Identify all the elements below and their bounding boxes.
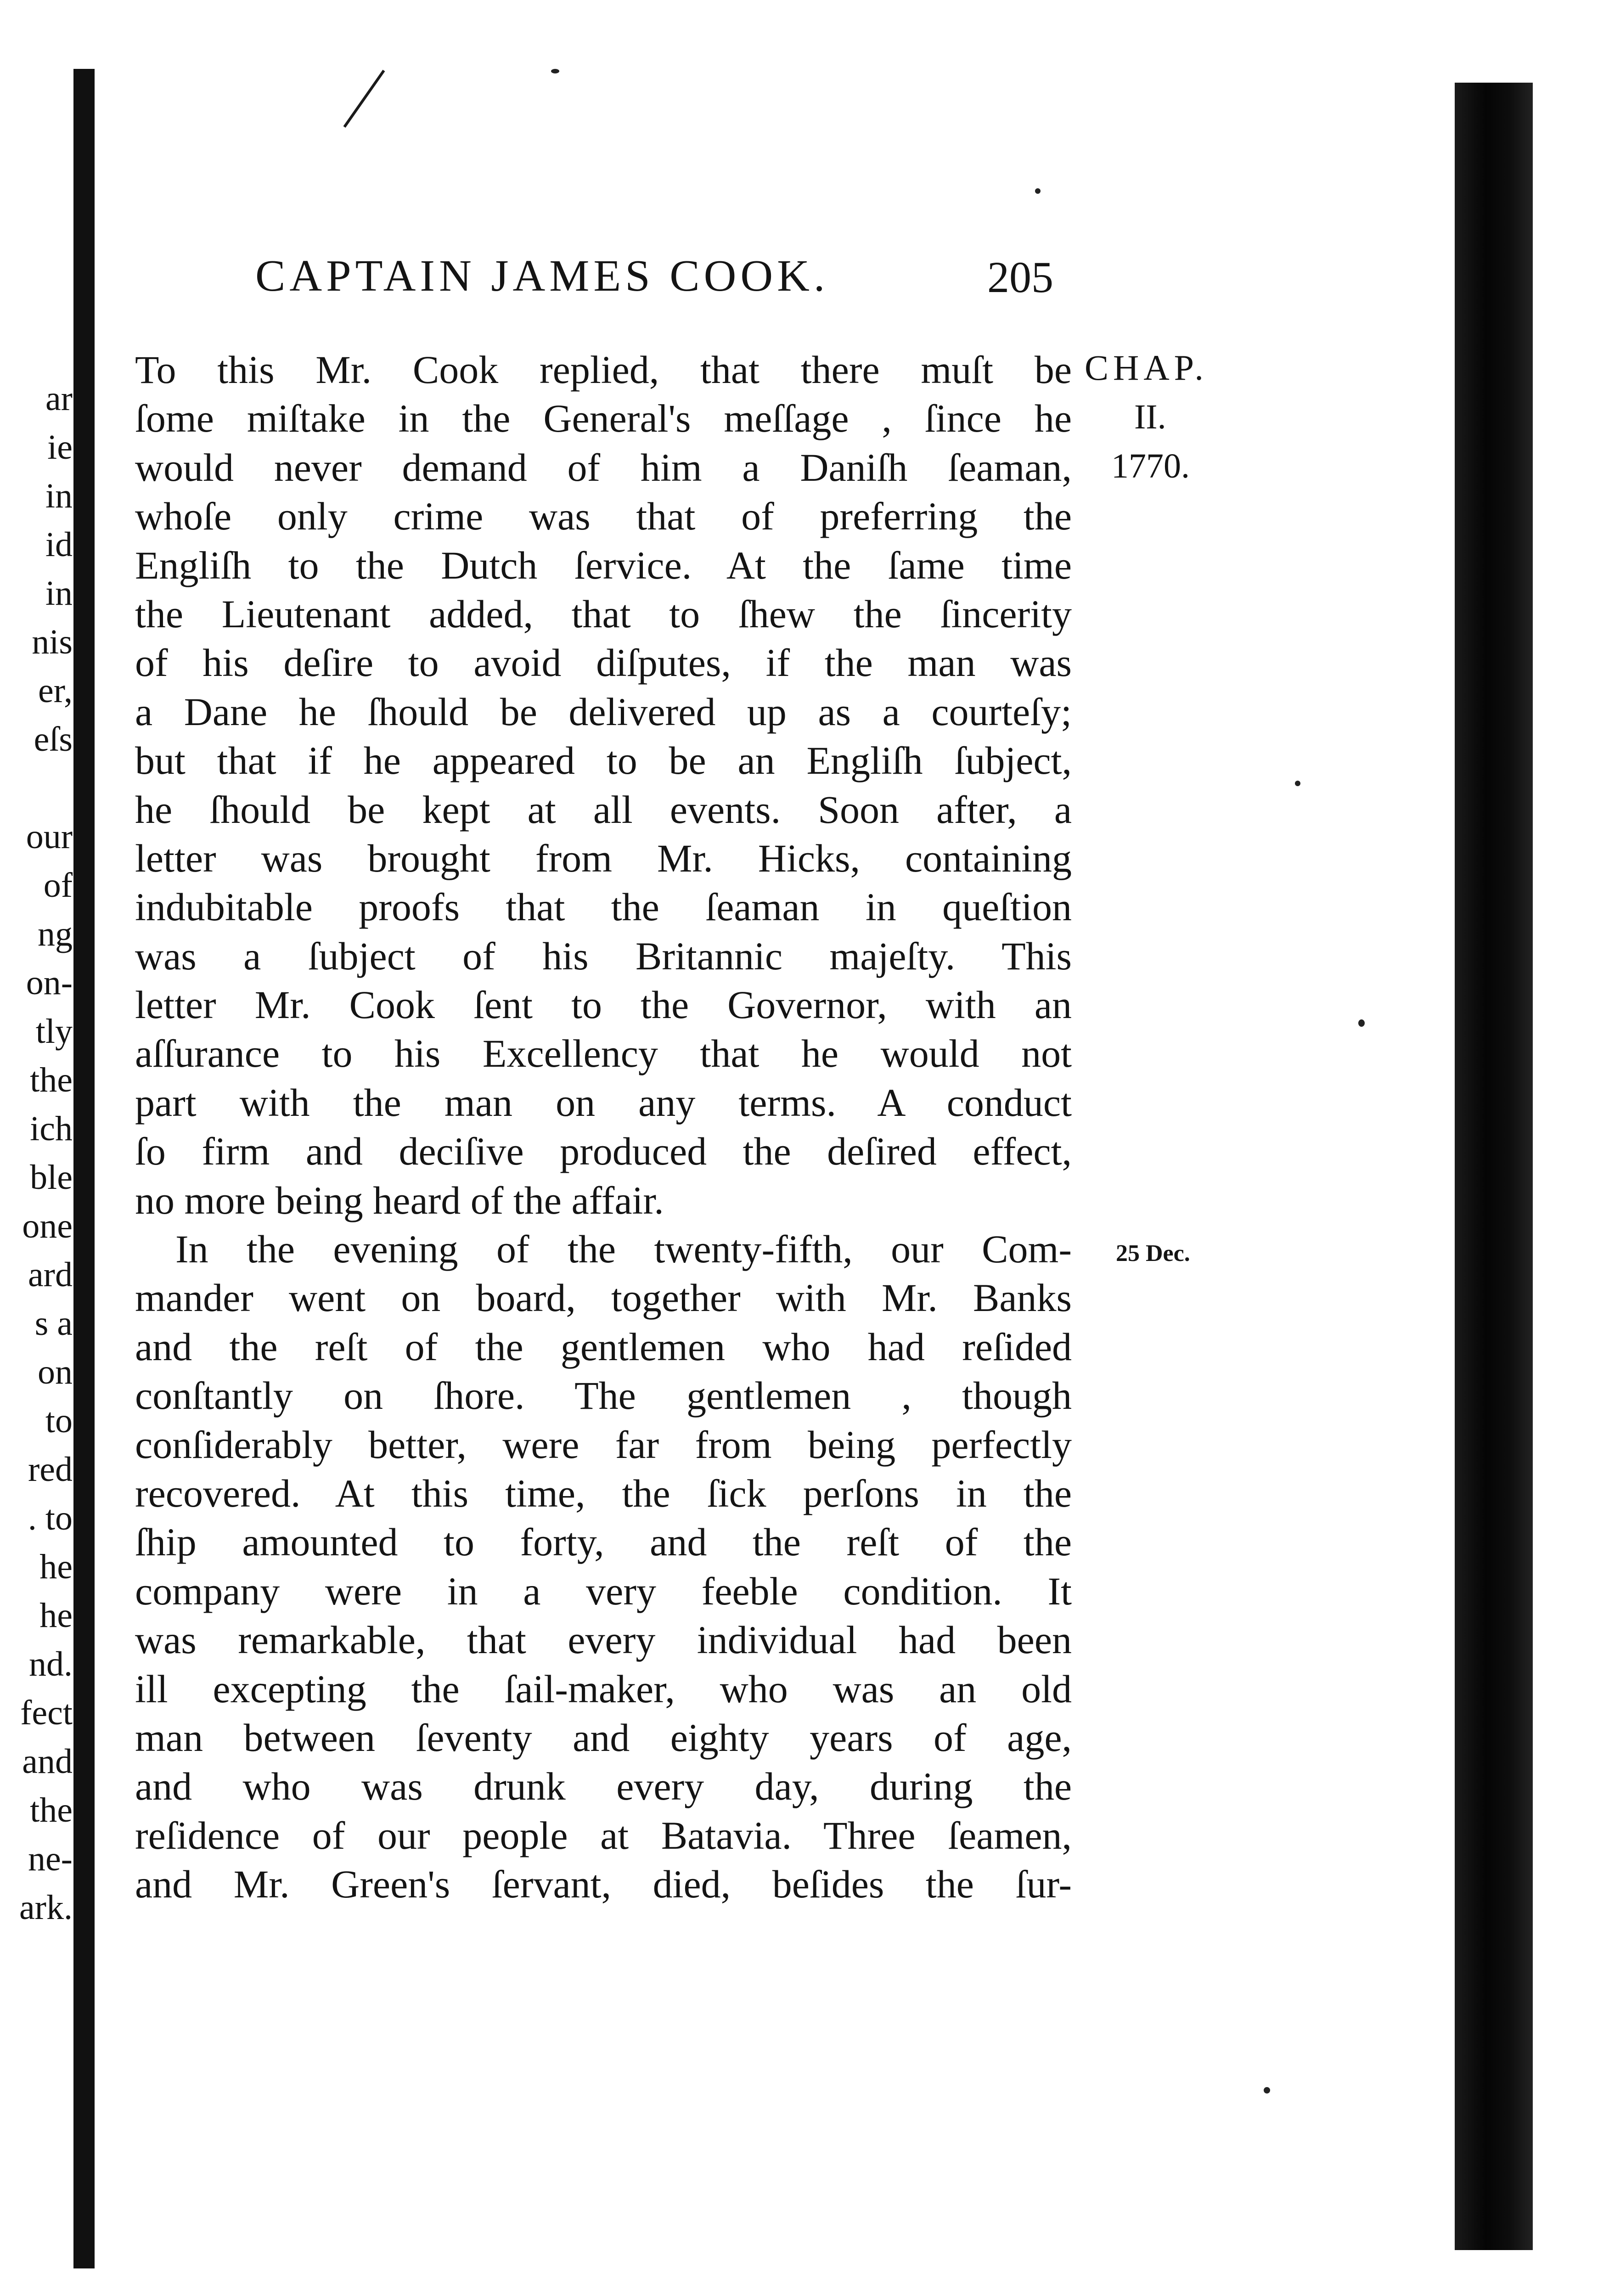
facing-fragment: the <box>30 1791 73 1829</box>
facing-fragment: nd. <box>29 1645 73 1683</box>
text-line: ill excepting the ſail-maker, who was an old <box>135 1666 1072 1711</box>
text-line: Engliſh to the Dutch ſervice. At the ſame time <box>135 543 1072 587</box>
facing-fragment: on <box>38 1353 73 1391</box>
text-line: recovered. At this time, the ſick perſons in the <box>135 1471 1072 1515</box>
facing-fragment: eſs <box>34 720 73 759</box>
text-line: indubitable proofs that the ſeaman in queſtion <box>135 885 1072 929</box>
text-line: was remarkable, that every individual had been <box>135 1618 1072 1662</box>
facing-fragment: ble <box>30 1158 73 1197</box>
facing-fragment: one <box>22 1207 73 1245</box>
facing-fragment: er, <box>38 671 73 710</box>
text-line: letter Mr. Cook ſent to the Governor, with an <box>135 983 1072 1027</box>
text-line: the Lieutenant added, that to ſhew the ſincerity <box>135 591 1072 636</box>
margin-date: 25 Dec. <box>1116 1240 1190 1266</box>
binding-gutter-shadow <box>73 69 95 2268</box>
facing-fragment: our <box>26 817 73 856</box>
pen-mark <box>343 70 385 128</box>
facing-fragment: in <box>45 574 73 613</box>
text-line: man between ſeventy and eighty years of age, <box>135 1715 1072 1760</box>
page-number: 205 <box>987 253 1053 302</box>
facing-fragment: ark. <box>19 1888 73 1927</box>
body-text <box>135 345 1072 1909</box>
text-line: was a ſubject of his Britannic majeſty. This <box>135 934 1072 978</box>
scan-speck <box>1295 781 1300 786</box>
facing-fragment: he <box>39 1596 73 1635</box>
running-title: CAPTAIN JAMES COOK. <box>255 251 829 301</box>
text-line: whoſe only crime was that of preferring the <box>135 494 1072 539</box>
text-line: no more being heard of the affair. <box>135 1178 664 1222</box>
text-line: a Dane he ſhould be delivered up as a courteſy; <box>135 689 1072 734</box>
facing-fragment: ar <box>45 379 73 418</box>
facing-fragment: to <box>45 1401 73 1440</box>
text-line: would never demand of him a Daniſh ſeaman, <box>135 445 1072 490</box>
facing-fragment: fect <box>20 1694 73 1732</box>
text-line: In the evening of the twenty-fifth, our Com- <box>175 1227 1072 1272</box>
facing-fragment: and <box>22 1742 73 1781</box>
facing-fragment: ng <box>38 915 73 953</box>
scan-speck <box>1264 2087 1270 2093</box>
page-edge-shadow <box>1455 83 1533 2250</box>
facing-fragment: he <box>39 1548 73 1586</box>
text-line: To this Mr. Cook replied, that there muſt be <box>135 348 1072 392</box>
facing-fragment: the <box>30 1061 73 1099</box>
facing-fragment: nis <box>32 623 73 661</box>
facing-fragment: ne- <box>28 1840 73 1878</box>
facing-fragment: . to <box>28 1499 73 1537</box>
text-line: company were in a very feeble condition. It <box>135 1569 1072 1613</box>
text-line: ſo firm and deciſive produced the deſired effect, <box>135 1129 1072 1174</box>
text-line: but that if he appeared to be an Engliſh ſubject, <box>135 738 1072 783</box>
text-line: he ſhould be kept at all events. Soon after, a <box>135 787 1072 832</box>
facing-fragment: red <box>28 1450 73 1489</box>
text-line: ſhip amounted to forty, and the reſt of the <box>135 1520 1072 1564</box>
scan-speck <box>551 69 559 73</box>
facing-fragment: tly <box>35 1012 73 1051</box>
text-line: and the reſt of the gentlemen who had reſided <box>135 1324 1072 1369</box>
facing-fragment: ich <box>30 1109 73 1148</box>
facing-fragment: in <box>45 477 73 515</box>
facing-fragment: s a <box>34 1304 73 1343</box>
text-line: and who was drunk every day, during the <box>135 1764 1072 1809</box>
facing-fragment: ard <box>28 1255 73 1294</box>
text-line: conſtantly on ſhore. The gentlemen , though <box>135 1373 1072 1418</box>
text-line: part with the man on any terms. A conduct <box>135 1080 1072 1125</box>
margin-chapter-number: II. <box>1134 398 1166 436</box>
facing-fragment: on- <box>26 963 73 1002</box>
text-line: reſidence of our people at Batavia. Three ſeamen, <box>135 1813 1072 1857</box>
facing-fragment: of <box>43 866 73 905</box>
text-line: and Mr. Green's ſervant, died, beſides the ſur- <box>135 1862 1072 1907</box>
margin-chapter-label: CHAP. <box>1085 348 1208 388</box>
text-line: mander went on board, together with Mr. Banks <box>135 1276 1072 1320</box>
margin-year: 1770. <box>1111 447 1190 485</box>
facing-fragment: ie <box>47 428 73 467</box>
facing-fragment: id <box>45 525 73 564</box>
text-line: of his deſire to avoid diſputes, if the man was <box>135 641 1072 685</box>
text-line: ſome miſtake in the General's meſſage , ſince he <box>135 396 1072 441</box>
scan-speck <box>1035 188 1041 194</box>
text-line: conſiderably better, were far from being perfectly <box>135 1422 1072 1467</box>
text-line: aſſurance to his Excellency that he would not <box>135 1031 1072 1076</box>
scan-speck <box>1358 1019 1365 1027</box>
text-line: letter was brought from Mr. Hicks, containing <box>135 836 1072 880</box>
